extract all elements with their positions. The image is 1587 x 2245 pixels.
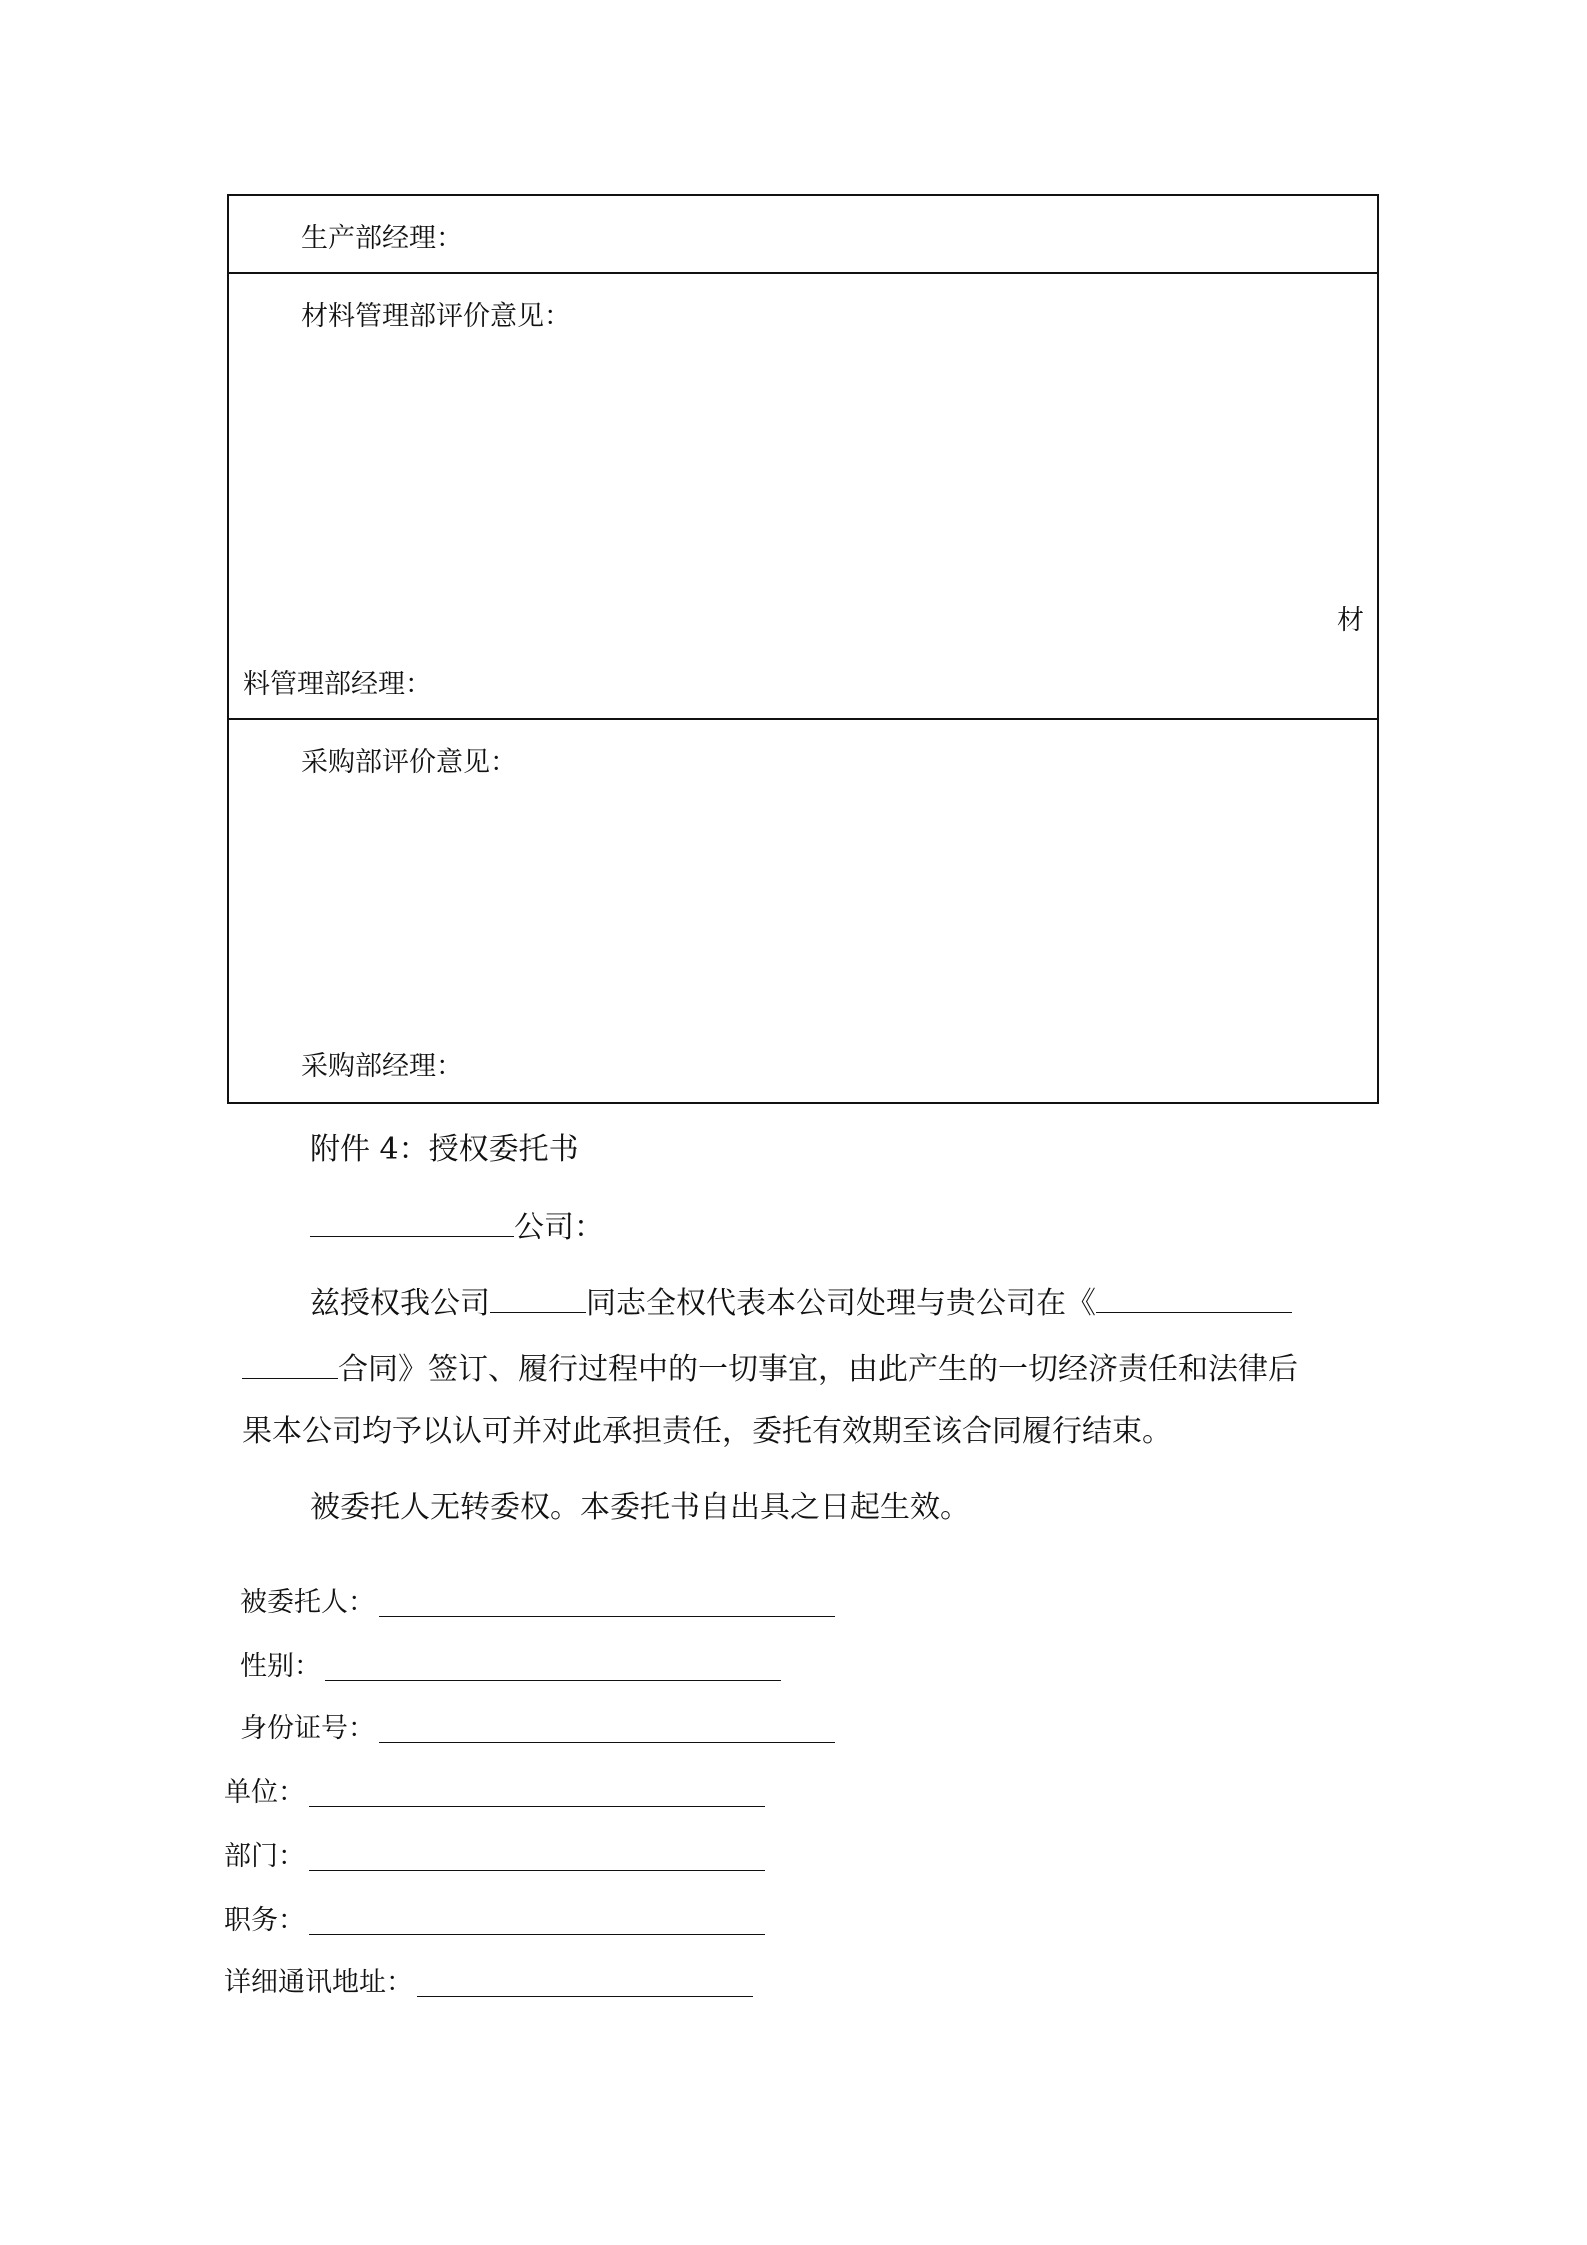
position-blank[interactable] <box>309 1906 765 1935</box>
materials-opinion-label: 材料管理部评价意见： <box>301 301 571 332</box>
paragraph-1 <box>310 1282 1292 1324</box>
purchasing-manager-label: 采购部经理： <box>301 1051 463 1082</box>
person-blank[interactable] <box>490 1282 586 1313</box>
contract-name-blank-2[interactable] <box>242 1348 338 1379</box>
production-row <box>229 196 1377 274</box>
trustee-field <box>240 1586 835 1620</box>
address-label: 详细通讯地址： <box>224 1967 413 1998</box>
unit-label: 单位： <box>224 1777 305 1808</box>
address-field <box>224 1966 753 2000</box>
address-blank[interactable] <box>417 1968 753 1997</box>
paragraph-2 <box>242 1348 1298 1390</box>
para2-text: 合同》签订、履行过程中的一切事宜，由此产生的一切经济责任和法律后 <box>338 1352 1298 1387</box>
production-manager-label: 生产部经理： <box>301 223 463 254</box>
paragraph-4: 被委托人无转委权。本委托书自出具之日起生效。 <box>310 1490 970 1525</box>
position-field <box>224 1904 765 1938</box>
company-line <box>310 1206 604 1248</box>
materials-manager-label-part2: 料管理部经理： <box>243 669 432 700</box>
para1-text-a: 兹授权我公司 <box>310 1286 490 1321</box>
materials-row <box>229 274 1377 720</box>
department-blank[interactable] <box>309 1842 765 1871</box>
department-label: 部门： <box>224 1841 305 1872</box>
gender-blank[interactable] <box>325 1652 781 1681</box>
id-number-blank[interactable] <box>379 1714 835 1743</box>
unit-field <box>224 1776 765 1810</box>
position-label: 职务： <box>224 1905 305 1936</box>
gender-label: 性别： <box>240 1651 321 1682</box>
id-number-field <box>240 1712 835 1746</box>
purchasing-opinion-label: 采购部评价意见： <box>301 747 517 778</box>
company-blank[interactable] <box>310 1206 514 1237</box>
contract-name-blank-1[interactable] <box>1096 1282 1292 1313</box>
gender-field <box>240 1650 781 1684</box>
unit-blank[interactable] <box>309 1778 765 1807</box>
attachment-heading: 附件 4：授权委托书 <box>310 1132 579 1167</box>
company-suffix: 公司： <box>514 1210 604 1245</box>
paragraph-3: 果本公司均予以认可并对此承担责任，委托有效期至该合同履行结束。 <box>242 1414 1172 1449</box>
trustee-blank[interactable] <box>379 1588 835 1617</box>
materials-manager-label-part1: 材 <box>1337 605 1364 636</box>
trustee-label: 被委托人： <box>240 1587 375 1618</box>
para1-text-b: 同志全权代表本公司处理与贵公司在《 <box>586 1286 1096 1321</box>
department-field <box>224 1840 765 1874</box>
id-number-label: 身份证号： <box>240 1713 375 1744</box>
purchasing-row <box>229 720 1377 1104</box>
evaluation-table <box>227 194 1379 1104</box>
